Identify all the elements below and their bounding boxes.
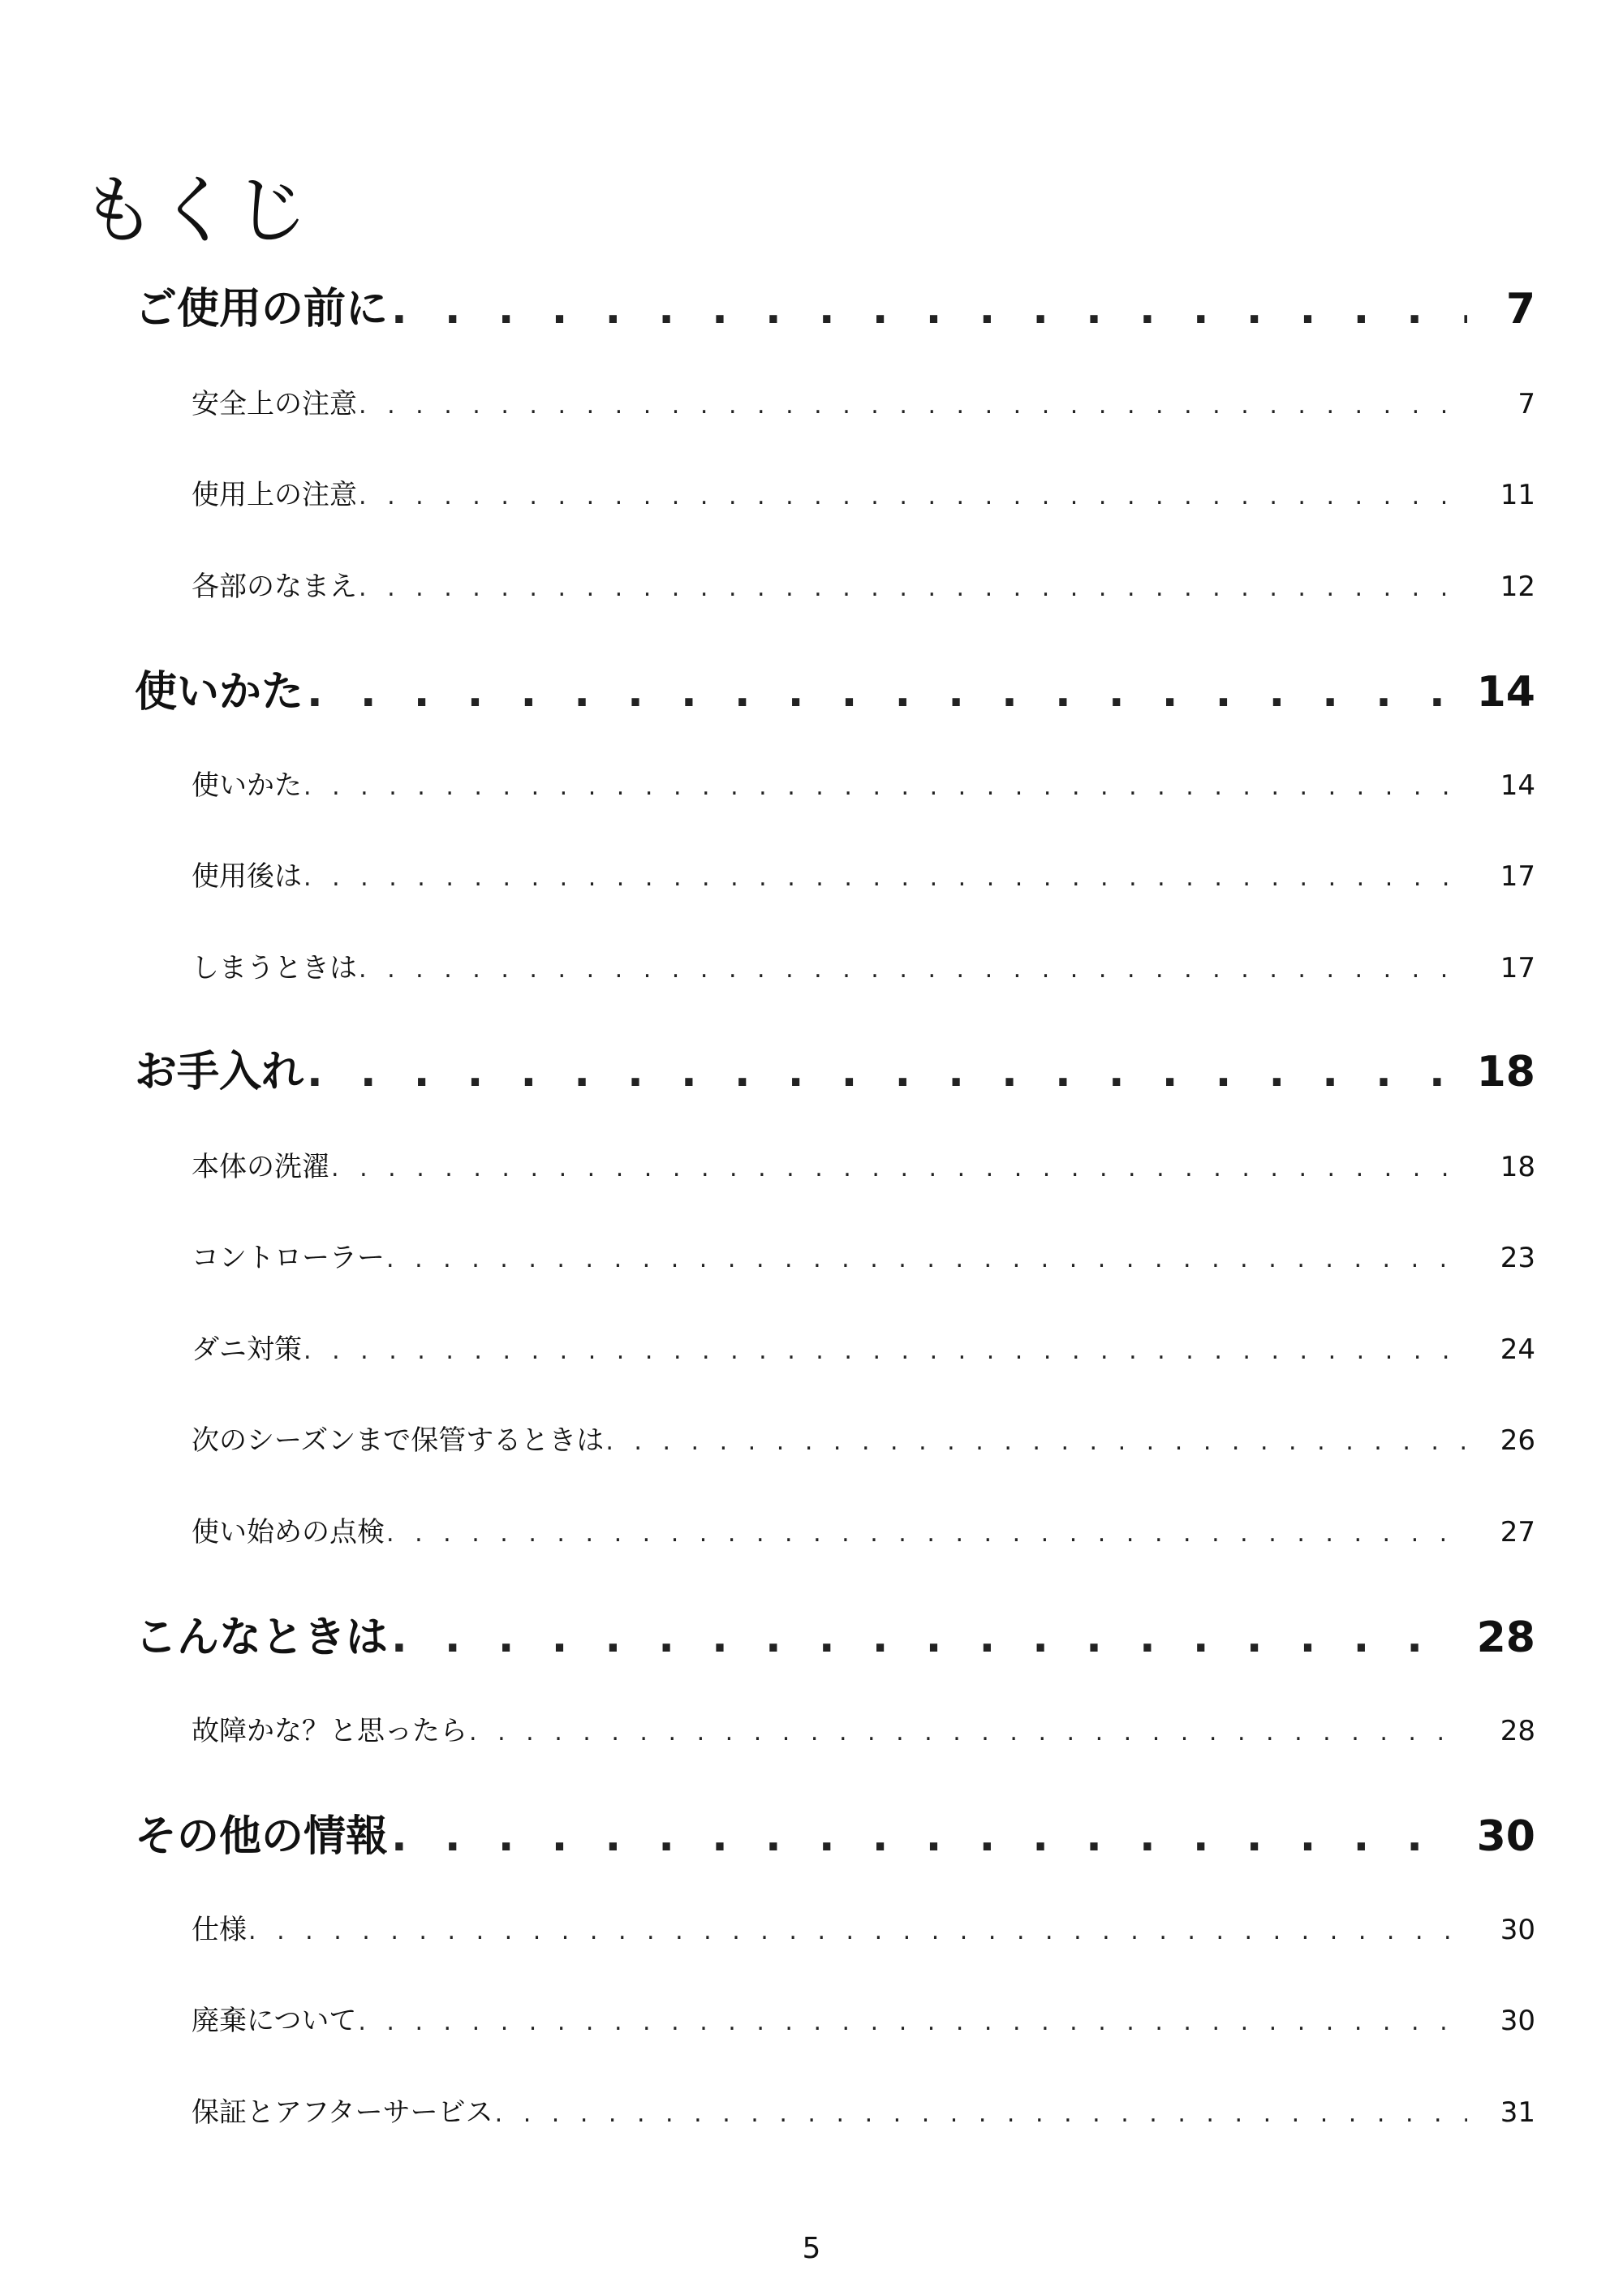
dot-leader — [307, 1048, 1457, 1096]
dot-leader — [391, 1613, 1457, 1662]
toc-section-label: こんなときは — [135, 1613, 389, 1662]
dot-leader — [304, 773, 1467, 801]
toc-item[interactable] — [135, 472, 1535, 513]
dot-leader — [359, 574, 1467, 602]
toc-item-label: 本体の洗濯 — [192, 1151, 329, 1183]
toc-item-page: 11 — [1500, 479, 1535, 511]
toc-item[interactable] — [135, 381, 1535, 422]
toc-section-page: 7 — [1505, 285, 1535, 334]
dot-leader — [469, 1718, 1467, 1747]
toc-section-page: 28 — [1476, 1613, 1535, 1662]
toc-item-label: しまうときは — [192, 952, 357, 984]
dot-leader — [307, 668, 1457, 717]
toc-section-troubleshooting[interactable] — [135, 1603, 1535, 1668]
toc-item-label: 使用後は — [192, 860, 302, 893]
toc-item-label: 廃棄について — [192, 2005, 357, 2037]
dot-leader — [391, 285, 1467, 334]
toc-section-page: 30 — [1476, 1812, 1535, 1861]
toc-item-page: 30 — [1500, 2005, 1535, 2037]
toc-item-page: 27 — [1500, 1516, 1535, 1549]
dot-leader — [359, 391, 1467, 420]
toc-section-before-use[interactable] — [135, 274, 1535, 339]
dot-leader — [495, 2100, 1467, 2128]
toc-item-label: 保証とアフターサービス — [192, 2096, 493, 2129]
toc-item[interactable] — [135, 1235, 1535, 1276]
toc-item-page: 26 — [1500, 1424, 1535, 1457]
dot-leader — [248, 1917, 1467, 1945]
toc-item-label: 仕様 — [192, 1914, 247, 1946]
toc-item-page: 18 — [1500, 1151, 1535, 1183]
toc-item-page: 12 — [1500, 571, 1535, 603]
toc-item[interactable] — [135, 763, 1535, 803]
page-number: 5 — [802, 2232, 821, 2265]
dot-leader — [605, 1428, 1467, 1456]
toc-item[interactable] — [135, 1418, 1535, 1458]
dot-leader — [386, 1519, 1467, 1548]
toc-section-label: お手入れ — [135, 1048, 304, 1096]
toc-item-page: 24 — [1500, 1333, 1535, 1366]
toc-section-how-to-use[interactable] — [135, 657, 1535, 722]
toc-item[interactable] — [135, 1708, 1535, 1749]
toc-section-label: ご使用の前に — [135, 285, 389, 334]
toc-item-page: 23 — [1500, 1242, 1535, 1274]
dot-leader — [386, 1245, 1467, 1273]
toc-section-care[interactable] — [135, 1037, 1535, 1102]
page-title: もくじ — [81, 167, 311, 254]
toc-item[interactable] — [135, 1907, 1535, 1948]
dot-leader — [359, 482, 1467, 510]
toc-section-page: 18 — [1476, 1048, 1535, 1096]
toc-item-page: 14 — [1500, 769, 1535, 802]
toc-item-label: ダニ対策 — [192, 1333, 302, 1366]
toc-item[interactable] — [135, 1144, 1535, 1185]
toc-item[interactable] — [135, 2090, 1535, 2130]
dot-leader — [359, 955, 1467, 984]
toc-item[interactable] — [135, 1327, 1535, 1368]
toc-item-page: 7 — [1518, 388, 1535, 420]
toc-item-page: 31 — [1500, 2096, 1535, 2129]
toc-item[interactable] — [135, 854, 1535, 894]
dot-leader — [331, 1154, 1467, 1182]
toc-item-page: 30 — [1500, 1914, 1535, 1946]
toc-section-other-info[interactable] — [135, 1802, 1535, 1867]
toc-item-label: 故障かな？と思ったら — [192, 1715, 467, 1747]
toc-item[interactable] — [135, 1998, 1535, 2039]
toc-item-label: 使い始めの点検 — [192, 1516, 385, 1549]
dot-leader — [391, 1812, 1457, 1861]
dot-leader — [304, 1337, 1467, 1365]
dot-leader — [358, 2008, 1467, 2036]
toc-item-label: 安全上の注意 — [192, 388, 357, 420]
table-of-contents — [135, 0, 1535, 2191]
toc-item-page: 17 — [1500, 860, 1535, 893]
toc-section-page: 14 — [1476, 668, 1535, 717]
toc-item[interactable] — [135, 946, 1535, 986]
toc-item[interactable] — [135, 1510, 1535, 1550]
toc-section-label: 使いかた — [135, 668, 304, 717]
dot-leader — [304, 864, 1467, 892]
toc-item-label: 次のシーズンまで保管するときは — [192, 1424, 605, 1457]
toc-item-label: コントローラー — [192, 1242, 385, 1274]
toc-item-page: 17 — [1500, 952, 1535, 984]
toc-item-label: 使用上の注意 — [192, 479, 357, 511]
toc-section-label: その他の情報 — [135, 1812, 389, 1861]
toc-item-label: 使いかた — [192, 769, 302, 802]
toc-item-page: 28 — [1500, 1715, 1535, 1747]
toc-item-label: 各部のなまえ — [192, 571, 357, 603]
toc-item[interactable] — [135, 564, 1535, 605]
